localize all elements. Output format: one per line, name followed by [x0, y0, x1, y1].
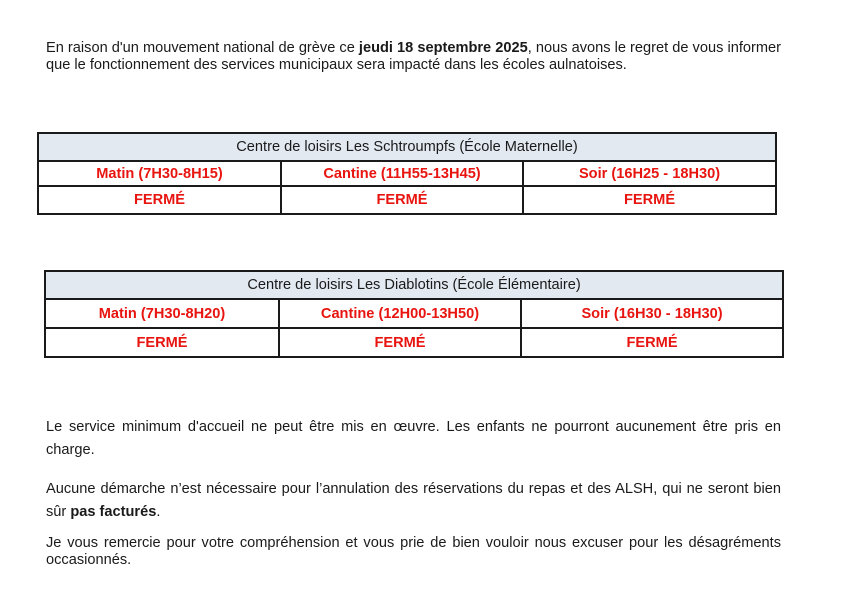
header-soir: Soir (16H30 - 18H30)	[521, 299, 783, 328]
status-cantine: FERMÉ	[281, 186, 523, 214]
strike-date: jeudi 18 septembre 2025	[358, 40, 528, 56]
table-title: Centre de loisirs Les Diablotins (École Élémentaire)	[45, 271, 783, 299]
status-soir: FERMÉ	[523, 186, 776, 214]
not-billed-emphasis: pas facturés	[70, 504, 157, 520]
header-soir: Soir (16H25 - 18H30)	[523, 161, 776, 186]
status-matin: FERMÉ	[38, 186, 281, 214]
header-cantine: Cantine (12H00-13H50)	[279, 299, 521, 328]
status-soir: FERMÉ	[521, 328, 783, 357]
header-matin: Matin (7H30-8H15)	[38, 161, 281, 186]
header-cantine: Cantine (11H55-13H45)	[281, 161, 523, 186]
thanks-paragraph: Je vous remercie pour votre compréhension et vous prie de bien vouloir nous excuser pour les désagréments occasionnés.	[46, 535, 781, 568]
header-matin: Matin (7H30-8H20)	[45, 299, 279, 328]
demarche-paragraph: Aucune démarche n’est nécessaire pour l’annulation des réservations du repas et des ALSH, qui ne seront bien sûr pas facturés.	[46, 481, 781, 520]
intro-paragraph: En raison d'un mouvement national de grève ce jeudi 18 septembre 2025, nous avons le regret de vous informer que le fonctionnement des services municipaux sera impacté dans les écoles aulnatoises.	[46, 40, 781, 73]
status-matin: FERMÉ	[45, 328, 279, 357]
table-title: Centre de loisirs Les Schtroumpfs (École Maternelle)	[38, 133, 776, 161]
schedule-table-elementaire	[44, 270, 784, 358]
schedule-table-maternelle	[37, 132, 777, 215]
service-minimum-paragraph: Le service minimum d'accueil ne peut être mis en œuvre. Les enfants ne pourront aucunement être pris en charge.	[46, 419, 781, 458]
status-cantine: FERMÉ	[279, 328, 521, 357]
